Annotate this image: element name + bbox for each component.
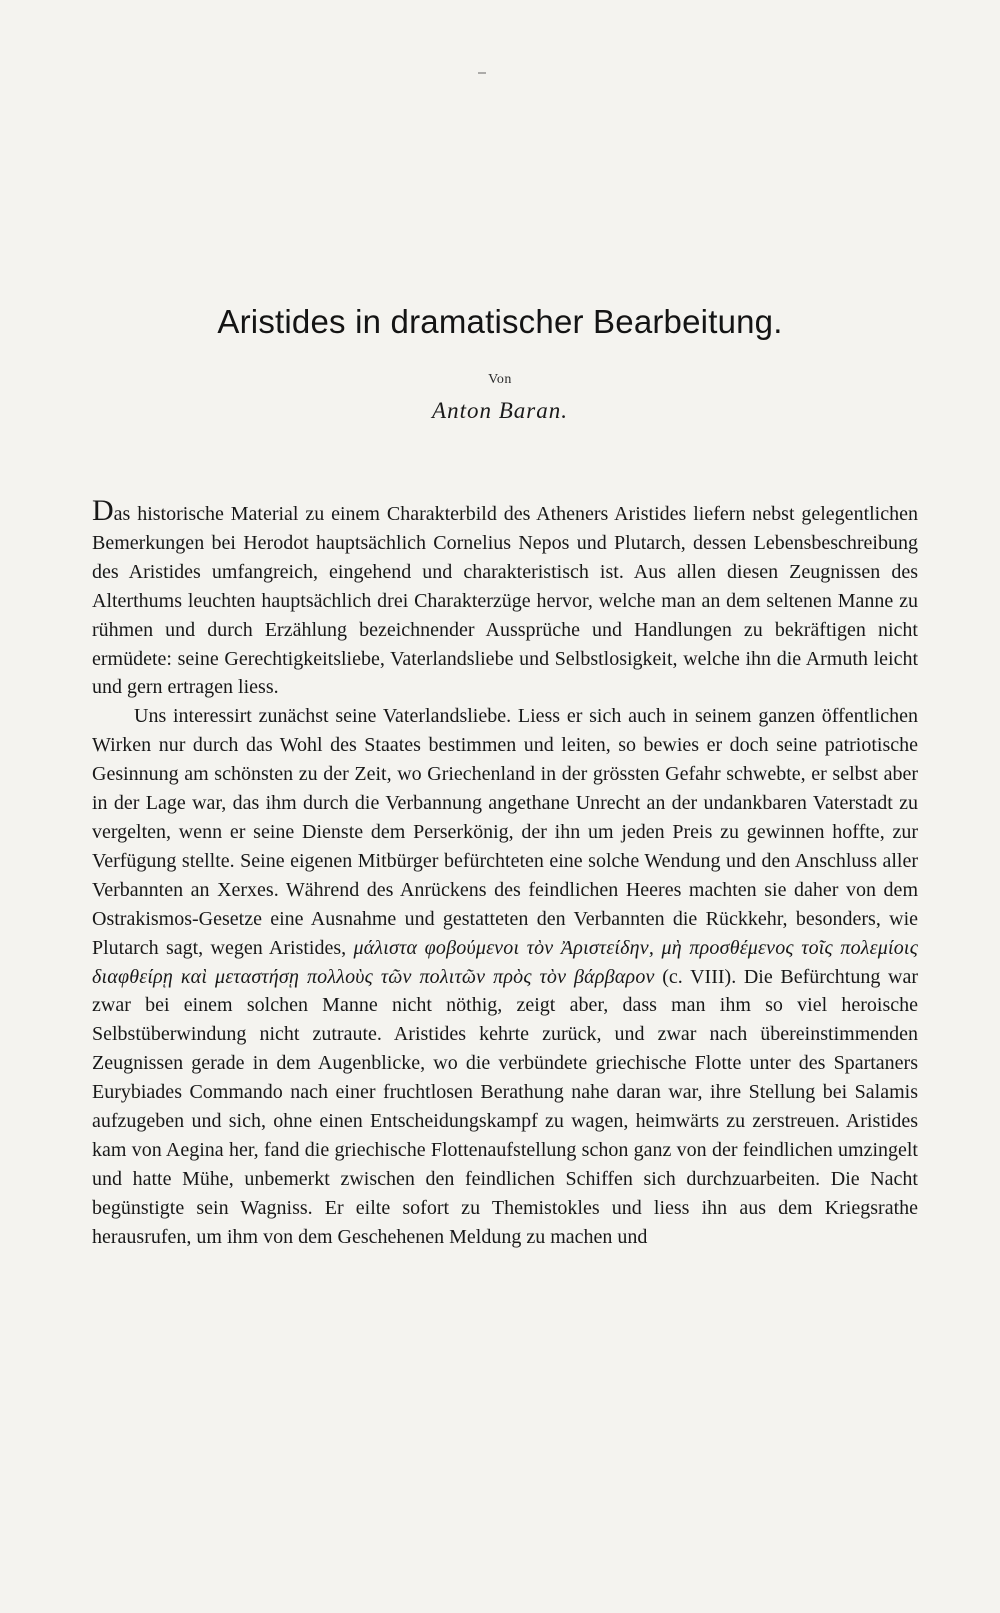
paragraph-2-continuation: (c. VIII). Die Befürchtung war zwar bei einem solchen Manne nicht nöthig, zeigt aber, dass man ihm so viel heroische Selbstüberwindung nicht zutraute. Aristides kehrte zurück, und zwar nach übereinstimmenden Zeugnissen gerade in dem Augenblicke, wo die verbündete griechische Flotte unter des Spartaners Eurybiades Commando nach einer fruchtlosen Berathung nahe daran war, ihre Stellung bei Salamis aufzugeben und sich, ohne einen Entscheidungskampf zu wagen, heimwärts zu zerstreuen. Aristides kam von Aegina her, fand die griechische Flottenaufstellung schon ganz von der feindlichen umzingelt und hatte Mühe, unbemerkt zwischen den feindlichen Schiffen sich durchzuarbeiten. Die Nacht begünstigte sein Wagniss. Er eilte sofort zu Themistokles und liess ihn aus dem Kriegsrathe herausrufen, um ihm von dem Geschehenen Meldung zu machen und [92,965,919,1248]
paragraph-2-text: Uns interessirt zunächst seine Vaterlandsliebe. Liess er sich auch in seinem ganzen öffentlichen Wirken nur durch das Wohl des Staates bestimmen und leiten, so bewies er doch seine patriotische Gesinnung am schönsten zu der Zeit, wo Griechenland in der grössten Gefahr schwebte, er selbst aber in der Lage war, das ihm durch die Verbannung angethane Unrecht an der undankbaren Vaterstadt zu vergelten, wenn er seine Dienste dem Perserkönig, der ihn um jeden Preis zu gewinnen hoffte, zur Verfügung stellte. Seine eigenen Mitbürger befürchteten eine solche Wendung und den Anschluss aller Verbannten an Xerxes. Während des Anrückens des feindlichen Heeres machten sie daher von dem Ostrakismos-Gesetze eine Ausnahme und gestatteten den Verbannten die Rückkehr, besonders, wie Plutarch sagt, wegen Aristides, [92,705,918,959]
author-name: Anton Baran. [432,398,568,423]
initial-letter: D [92,494,114,527]
greek-quotation: μάλιστα φοβούμενοι τὸν Ἀριστείδην, μὴ προσθέμενος τοῖς πολεμίοις διαφθείρῃ καὶ μεταστήσῃ πολλοὺς τῶν πολιτῶν πρὸς τὸν βάρβαρον [92,936,919,988]
paragraph-1 [92,494,918,702]
scan-mark [478,72,486,74]
article-title: Aristides in dramatischer Bearbeitung. [217,303,783,340]
paragraph-2 [92,702,918,1251]
article-body [92,494,919,1252]
paragraph-1-text: as historische Material zu einem Charakterbild des Atheners Aristides liefern nebst gelegentlichen Bemerkungen bei Herodot hauptsächlich Cornelius Nepos und Plutarch, dessen Lebensbeschreibung des Aristides umfangreich, eingehend und charakteristisch ist. Aus allen diesen Zeugnissen des Alterthums leuchten hauptsächlich drei Charakterzüge hervor, welche man an dem seltenen Manne zu rühmen und durch Erzählung bezeichnender Aussprüche und Handlungen zu bekräftigen nicht ermüdete: seine Gerechtigkeitsliebe, Vaterlandsliebe und Selbstlosigkeit, welche ihn die Armuth leicht und gern ertragen liess. [92,503,918,699]
byline: Von [488,372,512,387]
